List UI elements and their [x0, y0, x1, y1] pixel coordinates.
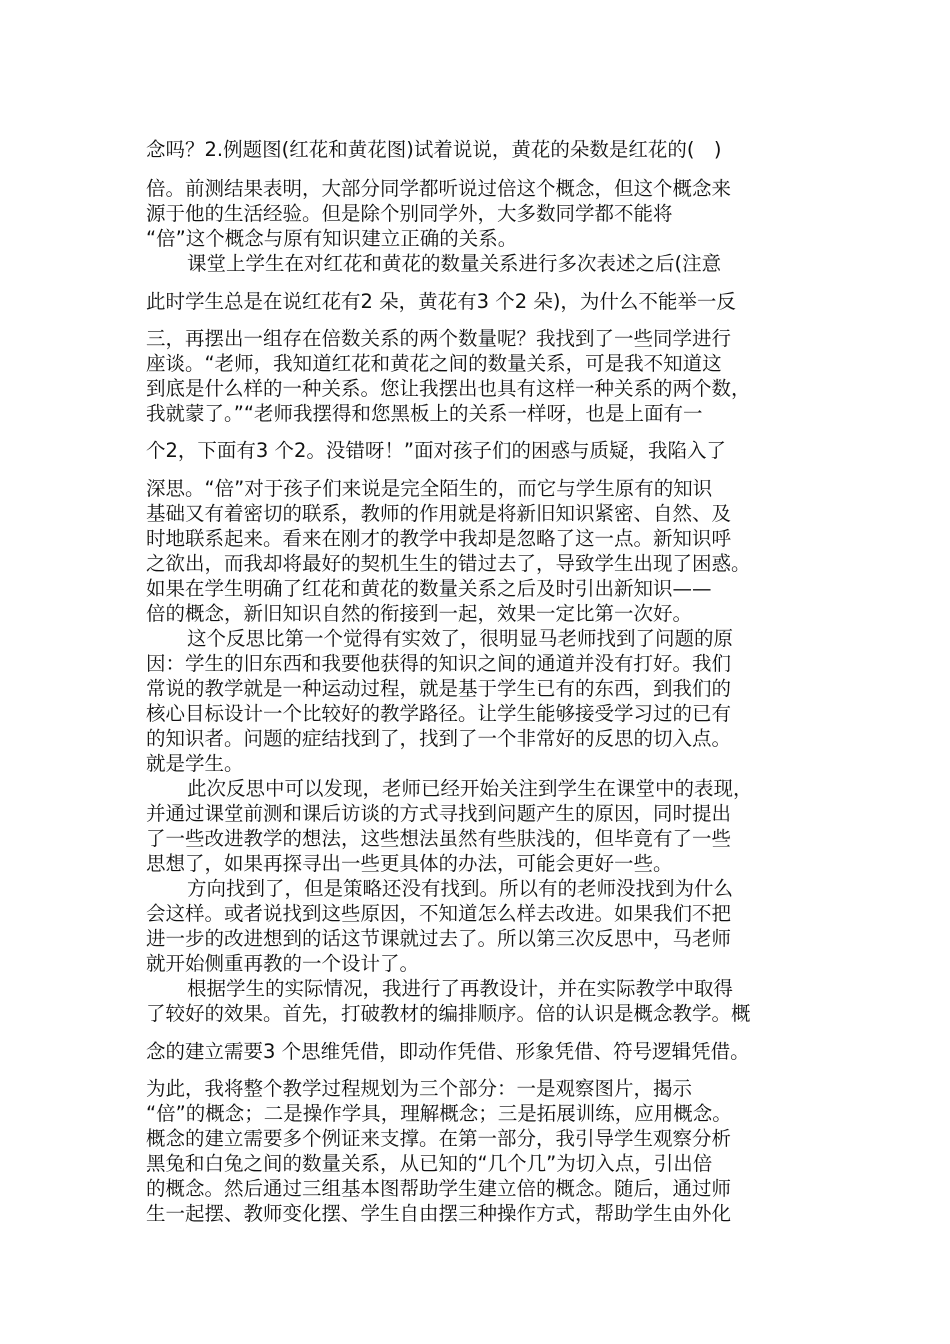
text-line: 常说的教学就是一种运动过程，就是基于学生已有的东西，到我们的	[146, 677, 732, 700]
text-line: 到底是什么样的一种关系。您让我摆出也具有这样一种关系的两个数，	[146, 377, 751, 400]
text-line: 基础又有着密切的联系，教师的作用就是将新旧知识紧密、自然、及	[146, 502, 732, 525]
text-line: 源于他的生活经验。但是除个别同学外，大多数同学都不能将	[146, 202, 673, 225]
text-line: “倍”的概念；二是操作学具，理解概念；三是拓展训练，应用概念。	[146, 1102, 732, 1125]
text-line: 个2，下面有3 个2。没错呀！”面对孩子们的困惑与质疑，我陷入了	[146, 439, 727, 462]
text-line: 进一步的改进想到的话这节课就过去了。所以第三次反思中，马老师	[146, 927, 732, 950]
text-line: 倍的概念，新旧知识自然的衔接到一起，效果一定比第一次好。	[146, 602, 693, 625]
text-line: 念吗？2.例题图(红花和黄花图)试着说说，黄花的朵数是红花的( )	[146, 138, 722, 161]
text-line: 时地联系起来。看来在刚才的教学中我却是忽略了这一点。新知识呼	[146, 527, 732, 550]
text-line: 深思。“倍”对于孩子们来说是完全陌生的，而它与学生原有的知识	[146, 477, 713, 500]
text-line: 会这样。或者说找到这些原因，不知道怎么样去改进。如果我们不把	[146, 902, 732, 925]
text-line: 之欲出，而我却将最好的契机生生的错过去了，导致学生出现了困惑。	[146, 552, 751, 575]
text-line: 为此，我将整个教学过程规划为三个部分：一是观察图片，揭示	[146, 1077, 693, 1100]
text-line: 如果在学生明确了红花和黄花的数量关系之后及时引出新知识——	[146, 577, 712, 600]
text-line: 概念的建立需要多个例证来支撑。在第一部分，我引导学生观察分析	[146, 1127, 732, 1150]
text-line: 这个反思比第一个觉得有实效了，很明显马老师找到了问题的原	[187, 627, 734, 650]
text-line: 根据学生的实际情况，我进行了再教设计，并在实际教学中取得	[187, 977, 734, 1000]
text-line: 就开始侧重再教的一个设计了。	[146, 952, 420, 975]
text-line: 此时学生总是在说红花有2 朵，黄花有3 个2 朵)，为什么不能举一反	[146, 290, 736, 313]
text-line: 了较好的效果。首先，打破教材的编排顺序。倍的认识是概念教学。概	[146, 1002, 751, 1025]
text-line: 生一起摆、教师变化摆、学生自由摆三种操作方式，帮助学生由外化	[146, 1202, 732, 1225]
text-line: 了一些改进教学的想法，这些想法虽然有些肤浅的，但毕竟有了一些	[146, 827, 732, 850]
text-line: 倍。前测结果表明，大部分同学都听说过倍这个概念，但这个概念来	[146, 177, 732, 200]
text-line: 的概念。然后通过三组基本图帮助学生建立倍的概念。随后，通过师	[146, 1177, 732, 1200]
text-line: 核心目标设计一个比较好的教学路径。让学生能够接受学习过的已有	[146, 702, 732, 725]
text-line: 并通过课堂前测和课后访谈的方式寻找到问题产生的原因，同时提出	[146, 802, 732, 825]
text-line: 三，再摆出一组存在倍数关系的两个数量呢？我找到了一些同学进行	[146, 327, 732, 350]
text-line: 念的建立需要3 个思维凭借，即动作凭借、形象凭借、符号逻辑凭借。	[146, 1040, 750, 1063]
text-line: 我就蒙了。”“老师我摆得和您黑板上的关系一样呀，也是上面有一	[146, 402, 703, 425]
text-line: 方向找到了，但是策略还没有找到。所以有的老师没找到为什么	[187, 877, 734, 900]
text-line: 思想了，如果再探寻出一些更具体的办法，可能会更好一些。	[146, 852, 673, 875]
text-line: 课堂上学生在对红花和黄花的数量关系进行多次表述之后(注意	[187, 252, 722, 275]
text-line: 因：学生的旧东西和我要他获得的知识之间的通道并没有打好。我们	[146, 652, 732, 675]
text-line: 的知识者。问题的症结找到了，找到了一个非常好的反思的切入点。	[146, 727, 732, 750]
text-line: 座谈。“老师，我知道红花和黄花之间的数量关系，可是我不知道这	[146, 352, 722, 375]
text-line: 就是学生。	[146, 752, 244, 775]
text-line: 此次反思中可以发现，老师已经开始关注到学生在课堂中的表现，	[187, 777, 753, 800]
text-line: 黑兔和白兔之间的数量关系，从已知的“几个几”为切入点，引出倍	[146, 1152, 713, 1175]
text-line: “倍”这个概念与原有知识建立正确的关系。	[146, 227, 518, 250]
